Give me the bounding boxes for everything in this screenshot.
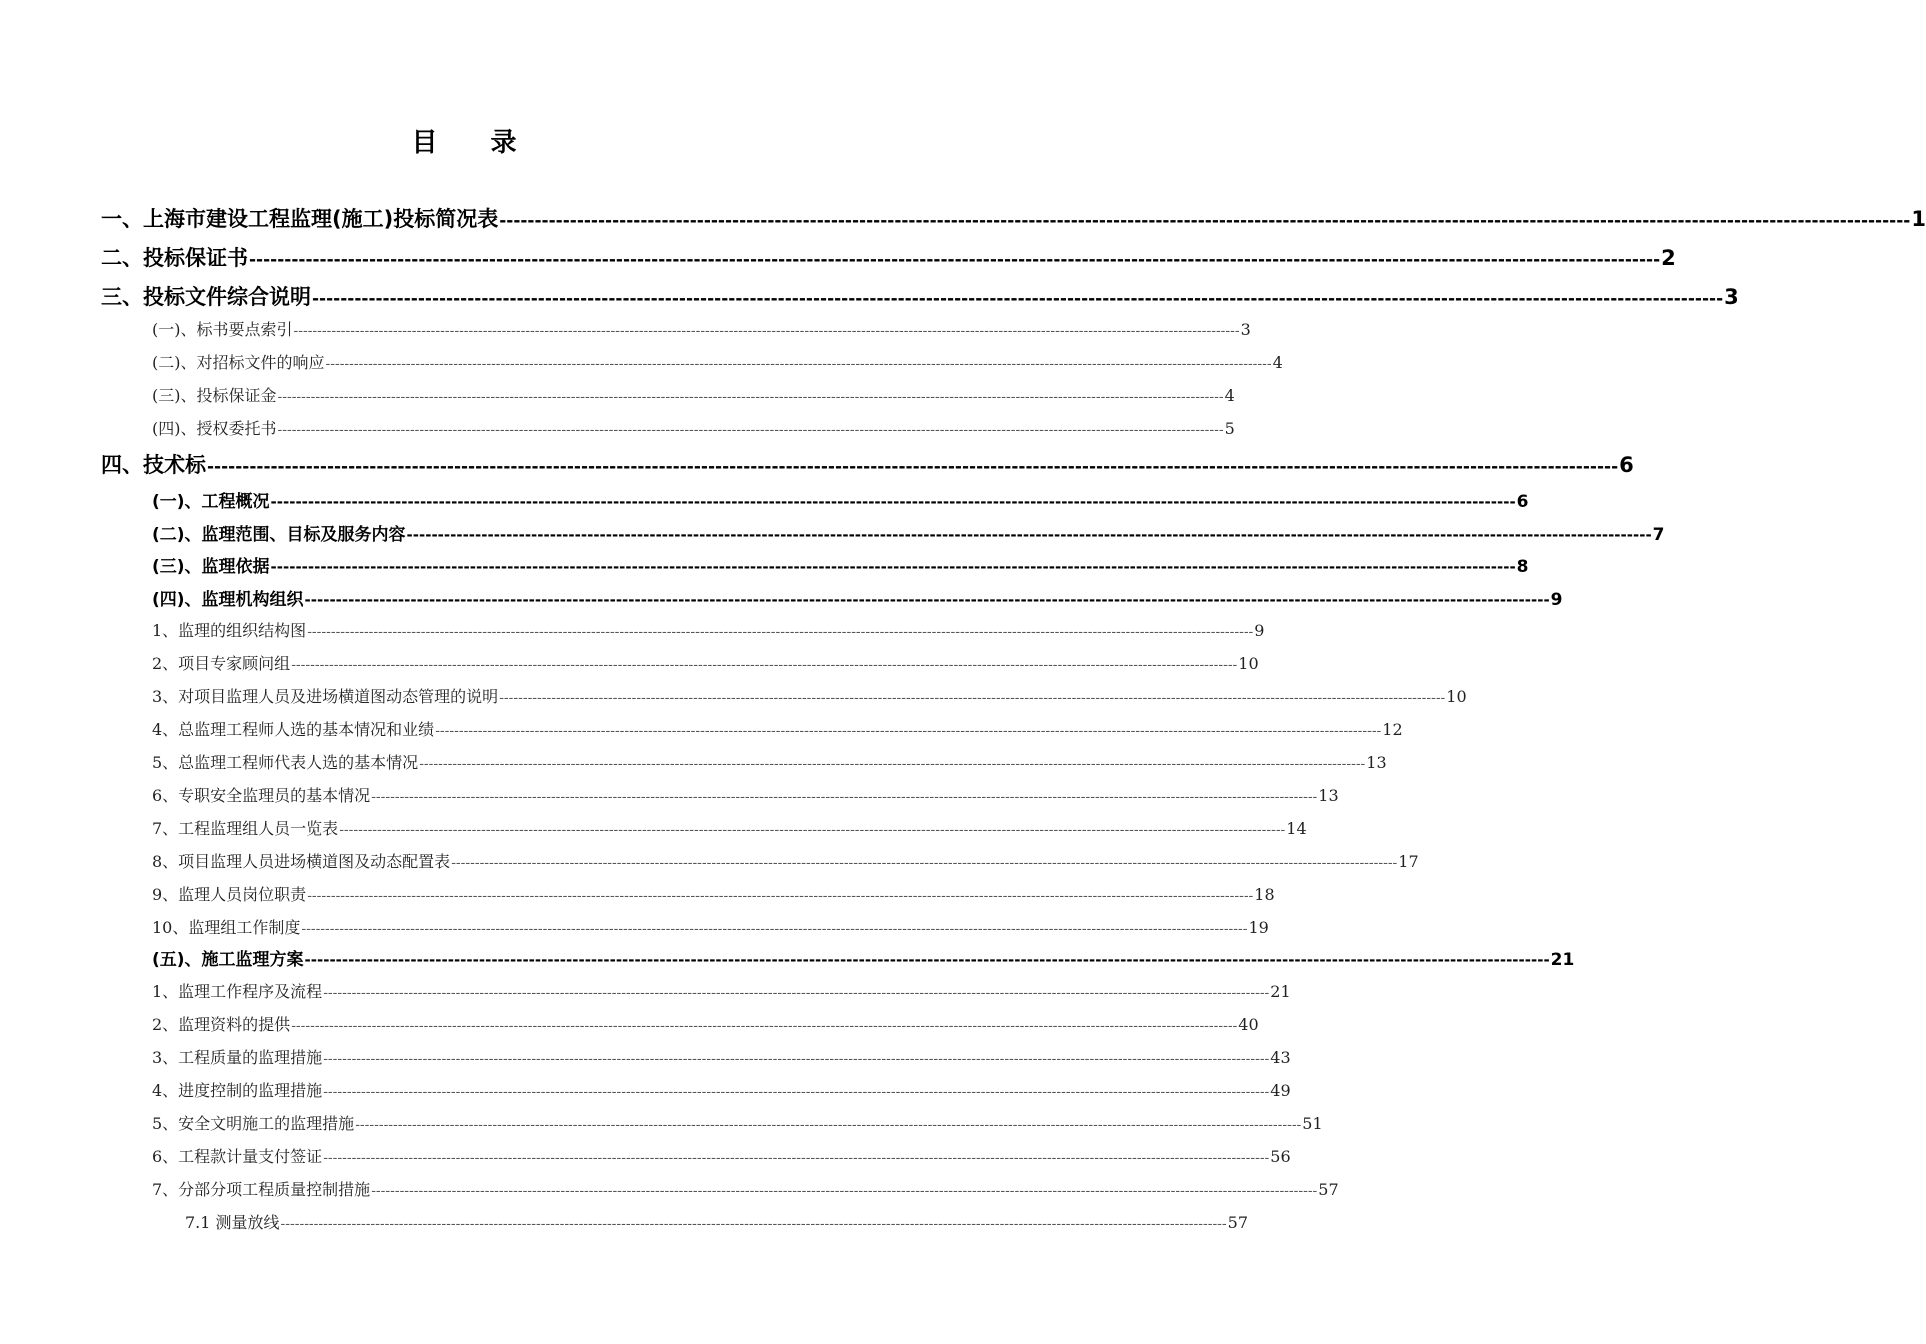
toc-page-number: 7 [1652,525,1665,545]
toc-page-number: 40 [1238,1015,1259,1034]
toc-entry-label: 1、监理工作程序及流程 [152,982,323,1001]
toc-entry[interactable] [152,1111,1323,1134]
toc-leader-dashes: -------------------------------------------------------------------------------------------------------------------------------------------------------------------------------------------------------- [451,855,1398,871]
toc-page-number: 9 [1550,590,1563,610]
toc-entry[interactable] [152,520,1665,545]
toc-entry-label: 6、工程款计量支付签证 [152,1147,323,1166]
toc-entry-label: (四)、授权委托书 [152,419,277,438]
toc-entry-label: 2、项目专家顾问组 [152,654,291,673]
toc-entry-label: 2、监理资料的提供 [152,1015,291,1034]
toc-leader-dashes: -------------------------------------------------------------------------------------------------------------------------------------------------------------------------------------------------------- [307,624,1254,640]
toc-page-number: 2 [1661,246,1676,270]
toc-entry-label: 8、项目监理人员进场横道图及动态配置表 [152,852,451,871]
toc-entry[interactable] [152,552,1529,577]
toc-entry-label: 二、投标保证书 [101,246,248,270]
toc-entry[interactable] [101,242,1676,272]
toc-entry-label: 3、工程质量的监理措施 [152,1048,323,1067]
toc-leader-dashes: -------------------------------------------------------------------------------------------------------------------------------------------------------------------------------------------------------- [207,457,1619,477]
toc-leader-dashes: -------------------------------------------------------------------------------------------------------------------------------------------------------------------------------------------------------- [304,591,1550,609]
toc-entry[interactable] [152,1144,1291,1167]
toc-leader-dashes: -------------------------------------------------------------------------------------------------------------------------------------------------------------------------------------------------------- [280,1216,1227,1232]
toc-leader-dashes: -------------------------------------------------------------------------------------------------------------------------------------------------------------------------------------------------------- [249,250,1661,270]
toc-leader-dashes: -------------------------------------------------------------------------------------------------------------------------------------------------------------------------------------------------------- [323,985,1270,1001]
toc-leader-dashes: -------------------------------------------------------------------------------------------------------------------------------------------------------------------------------------------------------- [270,558,1516,576]
toc-leader-dashes: -------------------------------------------------------------------------------------------------------------------------------------------------------------------------------------------------------- [270,493,1516,511]
toc-page-number: 49 [1270,1081,1291,1100]
toc-entry-label: 四、技术标 [101,453,206,477]
toc-entry[interactable] [152,1078,1291,1101]
toc-page-number: 13 [1318,786,1339,805]
toc-page-number: 12 [1382,720,1403,739]
toc-leader-dashes: -------------------------------------------------------------------------------------------------------------------------------------------------------------------------------------------------------- [499,211,1911,231]
toc-entry[interactable] [152,383,1235,406]
toc-entry-label: 三、投标文件综合说明 [101,285,311,309]
toc-entry-label: 5、安全文明施工的监理措施 [152,1114,355,1133]
toc-leader-dashes: -------------------------------------------------------------------------------------------------------------------------------------------------------------------------------------------------------- [323,1084,1270,1100]
toc-page-number: 51 [1302,1114,1323,1133]
toc-leader-dashes: -------------------------------------------------------------------------------------------------------------------------------------------------------------------------------------------------------- [293,323,1240,339]
toc-entry-label: 6、专职安全监理员的基本情况 [152,786,371,805]
toc-leader-dashes: -------------------------------------------------------------------------------------------------------------------------------------------------------------------------------------------------------- [406,526,1652,544]
toc-leader-dashes: -------------------------------------------------------------------------------------------------------------------------------------------------------------------------------------------------------- [307,888,1254,904]
toc-entry-label: (三)、投标保证金 [152,386,277,405]
toc-leader-dashes: -------------------------------------------------------------------------------------------------------------------------------------------------------------------------------------------------------- [312,289,1724,309]
toc-leader-dashes: -------------------------------------------------------------------------------------------------------------------------------------------------------------------------------------------------------- [339,822,1286,838]
toc-page-number: 17 [1398,852,1419,871]
toc-entry-label: 10、监理组工作制度 [152,918,301,937]
toc-entry[interactable] [152,350,1283,373]
toc-leader-dashes: -------------------------------------------------------------------------------------------------------------------------------------------------------------------------------------------------------- [435,723,1382,739]
toc-page-number: 5 [1224,419,1235,438]
toc-entry[interactable] [152,1045,1291,1068]
toc-leader-dashes: -------------------------------------------------------------------------------------------------------------------------------------------------------------------------------------------------------- [277,422,1224,438]
toc-page-number: 10 [1446,687,1467,706]
toc-entry[interactable] [152,317,1251,340]
toc-entry[interactable] [101,449,1634,479]
toc-entry-label: 一、上海市建设工程监理(施工)投标简况表 [101,207,499,231]
toc-leader-dashes: -------------------------------------------------------------------------------------------------------------------------------------------------------------------------------------------------------- [291,1018,1238,1034]
toc-entry[interactable] [152,1177,1339,1200]
toc-entry-label: 7、分部分项工程质量控制措施 [152,1180,371,1199]
toc-entry[interactable] [152,416,1235,439]
toc-entry-label: (二)、对招标文件的响应 [152,353,325,372]
toc-entry-label: 5、总监理工程师代表人选的基本情况 [152,753,419,772]
toc-entry[interactable] [152,979,1291,1002]
toc-page-number: 4 [1224,386,1235,405]
toc-leader-dashes: -------------------------------------------------------------------------------------------------------------------------------------------------------------------------------------------------------- [277,389,1224,405]
toc-page-number: 6 [1516,492,1529,512]
toc-entry[interactable] [101,281,1739,311]
toc-entry[interactable] [152,585,1563,610]
toc-entry[interactable] [152,684,1467,707]
toc-leader-dashes: -------------------------------------------------------------------------------------------------------------------------------------------------------------------------------------------------------- [291,657,1238,673]
toc-entry[interactable] [152,816,1307,839]
toc-entry-label: 7.1 测量放线 [185,1213,280,1232]
toc-entry-label: (二)、监理范围、目标及服务内容 [152,525,406,545]
toc-page-number: 6 [1619,453,1634,477]
toc-page-number: 10 [1238,654,1259,673]
toc-page-number: 21 [1270,982,1291,1001]
toc-page-number: 4 [1272,353,1283,372]
toc-entry[interactable] [152,487,1529,512]
toc-entry[interactable] [152,882,1275,905]
toc-entry-label: (一)、工程概况 [152,492,270,512]
toc-entry-label: 4、进度控制的监理措施 [152,1081,323,1100]
toc-entry[interactable] [152,849,1419,872]
toc-page-number: 18 [1254,885,1275,904]
toc-page-number: 19 [1248,918,1269,937]
toc-entry[interactable] [152,783,1339,806]
toc-page-number: 57 [1227,1213,1248,1232]
toc-leader-dashes: -------------------------------------------------------------------------------------------------------------------------------------------------------------------------------------------------------- [499,690,1446,706]
toc-leader-dashes: -------------------------------------------------------------------------------------------------------------------------------------------------------------------------------------------------------- [304,951,1550,969]
toc-leader-dashes: -------------------------------------------------------------------------------------------------------------------------------------------------------------------------------------------------------- [419,756,1366,772]
toc-leader-dashes: -------------------------------------------------------------------------------------------------------------------------------------------------------------------------------------------------------- [371,789,1318,805]
toc-entry-label: 7、工程监理组人员一览表 [152,819,339,838]
toc-entry[interactable] [185,1210,1248,1233]
toc-entry-label: (三)、监理依据 [152,557,270,577]
toc-entry[interactable] [152,915,1269,938]
toc-entry-label: 9、监理人员岗位职责 [152,885,307,904]
toc-entry[interactable] [152,651,1259,674]
toc-entry[interactable] [152,717,1403,740]
toc-entry[interactable] [152,750,1387,773]
toc-entry-label: (四)、监理机构组织 [152,590,304,610]
toc-page-number: 9 [1254,621,1265,640]
toc-page-number: 1 [1911,207,1926,231]
toc-page-number: 57 [1318,1180,1339,1199]
toc-leader-dashes: -------------------------------------------------------------------------------------------------------------------------------------------------------------------------------------------------------- [355,1117,1302,1133]
toc-entry-label: (一)、标书要点索引 [152,320,293,339]
toc-leader-dashes: -------------------------------------------------------------------------------------------------------------------------------------------------------------------------------------------------------- [301,921,1248,937]
toc-entry[interactable] [152,945,1575,970]
toc-leader-dashes: -------------------------------------------------------------------------------------------------------------------------------------------------------------------------------------------------------- [371,1183,1318,1199]
toc-leader-dashes: -------------------------------------------------------------------------------------------------------------------------------------------------------------------------------------------------------- [325,356,1272,372]
toc-entry-label: 1、监理的组织结构图 [152,621,307,640]
toc-page-number: 13 [1366,753,1387,772]
toc-entry-label: 4、总监理工程师人选的基本情况和业绩 [152,720,435,739]
toc-page-number: 3 [1240,320,1251,339]
toc-page-number: 14 [1286,819,1307,838]
toc-leader-dashes: -------------------------------------------------------------------------------------------------------------------------------------------------------------------------------------------------------- [323,1051,1270,1067]
toc-entry[interactable] [152,618,1265,641]
toc-page-number: 56 [1270,1147,1291,1166]
toc-entry[interactable] [101,203,1926,233]
page-title: 目 录 [411,128,539,158]
toc-page-number: 43 [1270,1048,1291,1067]
toc-page-number: 3 [1724,285,1739,309]
toc-page-number: 21 [1550,950,1575,970]
toc-entry[interactable] [152,1012,1259,1035]
toc-page-number: 8 [1516,557,1529,577]
toc-leader-dashes: -------------------------------------------------------------------------------------------------------------------------------------------------------------------------------------------------------- [323,1150,1270,1166]
toc-entry-label: (五)、施工监理方案 [152,950,304,970]
toc-entry-label: 3、对项目监理人员及进场横道图动态管理的说明 [152,687,499,706]
